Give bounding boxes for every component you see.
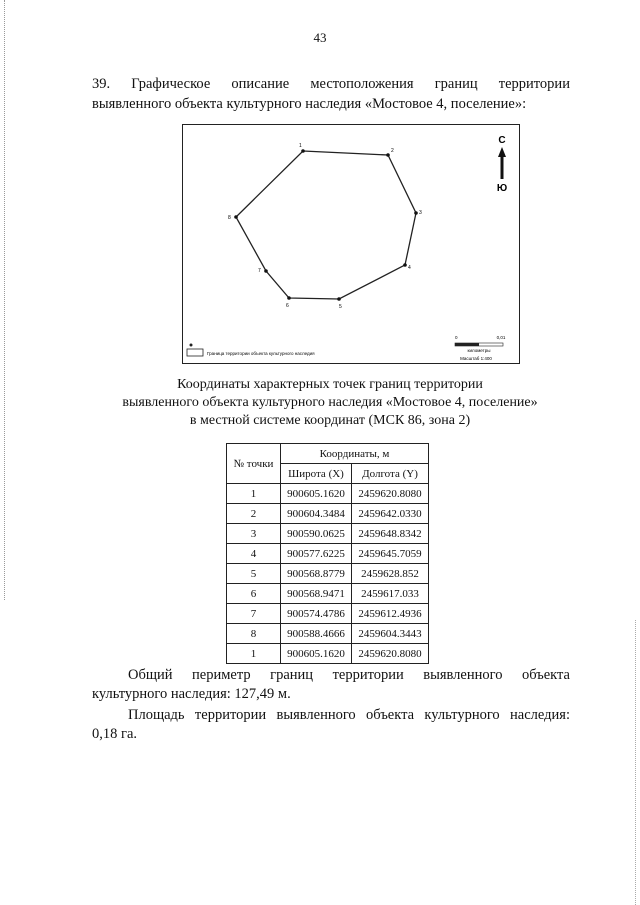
area-word: наследия: [510,707,570,723]
table-row [227,484,429,504]
cell-point-number: 1 [227,484,281,504]
table-row [227,624,429,644]
cell-point-number: 3 [227,524,281,544]
area-word: выявленного [276,707,356,723]
perimeter-line-2: культурного наследия: 127,49 м. [92,686,291,702]
table-row [227,504,429,524]
header-latitude: Широта (X) [281,464,352,484]
right-margin-mark [635,620,637,905]
coordinates-table [226,443,429,664]
boundary-point-label-4: 4 [408,265,411,271]
left-margin-mark [4,0,6,600]
coordinates-table-body [227,484,429,664]
boundary-map-svg [183,125,521,365]
scale-unit-label: километры [467,348,491,353]
boundary-point-label-1: 1 [299,143,302,149]
cell-point-number: 1 [227,644,281,664]
area-word: Площадь [128,707,185,723]
cell-longitude: 2459612.4936 [352,604,429,624]
table-title-line-3: в местной системе координат (МСК 86, зона 2) [189,413,471,428]
cell-longitude: 2459628.852 [352,564,429,584]
area-word: территории [194,707,267,723]
area-line-2: 0,18 га. [92,726,138,742]
table-row [227,584,429,604]
table-title [0,376,640,430]
perimeter-word: территории [332,667,404,683]
cell-latitude: 900605.1620 [281,644,352,664]
cell-longitude: 2459620.8080 [352,644,429,664]
cell-latitude: 900605.1620 [281,484,352,504]
area-word: объекта [366,707,415,723]
scale-bar [455,335,506,361]
boundary-point-2 [386,153,390,157]
scale-max-label: 0,01 [496,335,506,340]
perimeter-word: границ [270,667,314,683]
cell-latitude: 900568.9471 [281,584,352,604]
heading-word: Графическое [131,76,211,92]
heading-line-1 [92,74,570,94]
area-word: культурного [424,707,500,723]
compass-north-label: С [498,135,506,146]
cell-point-number: 5 [227,564,281,584]
boundary-point-label-2: 2 [391,148,394,154]
area-line-1 [92,706,570,725]
perimeter-line-1 [92,666,570,685]
heading-word: границ [434,76,478,92]
boundary-point-label-7: 7 [258,268,261,274]
header-coordinates: Координаты, м [281,444,429,464]
scale-ratio-label: Масштаб 1:400 [460,356,492,361]
north-arrow-icon [498,147,506,157]
table-row [227,544,429,564]
perimeter-word: Общий [128,667,173,683]
boundary-point-label-3: 3 [419,210,422,216]
perimeter-word: выявленного [423,667,503,683]
table-title-line-2: выявленного объекта культурного наследия «Мостовое 4, поселение» [122,395,538,410]
heading-word: 39. [92,76,111,92]
heading-word: территории [498,76,570,92]
boundary-point-label-6: 6 [286,303,289,309]
table-title-line-1: Координаты характерных точек границ территории [177,377,483,392]
cell-latitude: 900590.0625 [281,524,352,544]
boundary-point-6 [287,296,291,300]
boundary-point-4 [403,263,407,267]
table-row [227,604,429,624]
territory-boundary-polygon [236,151,416,299]
boundary-point-label-8: 8 [228,215,231,221]
cell-longitude: 2459645.7059 [352,544,429,564]
cell-point-number: 4 [227,544,281,564]
legend-point-icon [190,344,193,347]
cell-latitude: 900568.8779 [281,564,352,584]
heading-word: описание [231,76,290,92]
cell-point-number: 8 [227,624,281,644]
boundary-point-3 [414,211,418,215]
cell-latitude: 900574.4786 [281,604,352,624]
cell-longitude: 2459617.033 [352,584,429,604]
compass-south-label: Ю [496,183,508,194]
page-number: 43 [313,30,327,45]
cell-latitude: 900588.4666 [281,624,352,644]
map-legend [187,344,315,357]
cell-longitude: 2459604.3443 [352,624,429,644]
header-longitude: Долгота (Y) [352,464,429,484]
scale-zero-label: 0 [455,335,458,340]
boundary-point-1 [301,149,305,153]
cell-longitude: 2459648.8342 [352,524,429,544]
table-row [227,564,429,584]
boundary-map [182,124,520,364]
cell-point-number: 6 [227,584,281,604]
perimeter-word: периметр [192,667,251,683]
cell-longitude: 2459620.8080 [352,484,429,504]
heading-line-2: выявленного объекта культурного наследия «Мостовое 4, поселение»: [92,96,527,112]
perimeter-word: объекта [521,667,570,683]
cell-point-number: 2 [227,504,281,524]
boundary-point-5 [337,297,341,301]
heading-word: местоположения [310,76,414,92]
cell-latitude: 900604.3484 [281,504,352,524]
header-point-number: № точки [227,444,281,484]
boundary-point-8 [234,215,238,219]
cell-point-number: 7 [227,604,281,624]
boundary-points [228,143,422,310]
legend-boundary-icon [187,349,203,356]
boundary-point-label-5: 5 [339,304,342,310]
scale-bar-fill [455,343,479,346]
section-heading [92,74,570,114]
cell-longitude: 2459642.0330 [352,504,429,524]
compass [497,135,507,194]
perimeter-paragraph [92,666,570,704]
boundary-point-7 [264,269,268,273]
table-row [227,524,429,544]
compass-shaft [501,157,504,179]
area-paragraph [92,706,570,744]
cell-latitude: 900577.6225 [281,544,352,564]
table-row [227,644,429,664]
legend-text: Граница территории объекта культурного наследия [207,351,315,356]
